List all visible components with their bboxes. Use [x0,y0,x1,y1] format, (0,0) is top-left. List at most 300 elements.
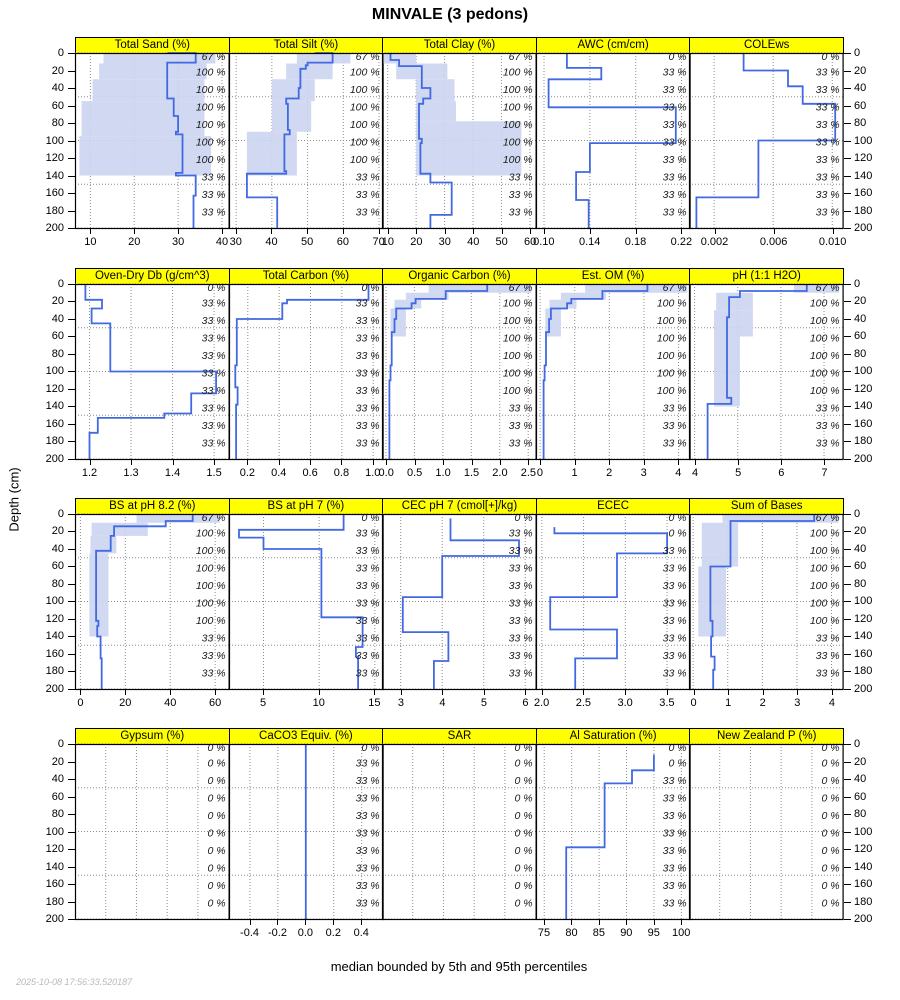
x-tick-mark [214,460,215,465]
y-tick-label-left: 80 [51,808,64,820]
panel-12-plot [229,511,385,690]
contributing-fraction-label: 100 % [810,384,840,397]
x-tick-label: 3 [794,696,801,709]
x-tick-label: 30 [229,236,242,248]
panel-7-plot [229,281,385,460]
y-tick-mark-left [68,744,75,745]
panel-strip: SAR [382,728,537,745]
y-tick-label-left: 20 [51,525,64,537]
y-tick-mark-left [68,849,75,850]
x-tick-mark [178,229,179,234]
x-tick-mark [250,920,251,925]
x-tick-mark [695,460,696,465]
contributing-fraction-label: 100 % [810,527,840,539]
y-tick-mark-right [844,424,851,425]
contributing-fraction-label: 33 % [355,579,380,592]
x-tick-label: 40 [215,236,229,248]
x-tick-label: 4 [691,466,699,479]
y-tick-label-left: 60 [51,99,64,112]
percentile-band [92,522,148,535]
y-tick-label-right: 120 [854,612,873,625]
y-tick-label-left: 180 [45,204,64,217]
y-tick-label-left: 200 [45,452,64,465]
x-tick-mark [388,229,389,234]
y-tick-label-right: 60 [854,790,867,803]
panel-strip: New Zealand P (%) [689,728,844,745]
panel-strip: Organic Carbon (%) [382,268,537,285]
x-tick-label: 3 [640,466,647,479]
contributing-fraction-label: 33 % [662,649,687,662]
contributing-fraction-label: 33 % [355,367,380,379]
x-tick-mark [401,690,402,695]
y-tick-mark-right [844,919,851,920]
contributing-fraction-label: 33 % [662,827,687,840]
y-tick-label-left: 140 [45,400,64,412]
figure-caption: median bounded by 5th and 95th percentiles [330,959,588,974]
panel-8-plot [382,281,538,460]
x-tick-mark [781,460,782,465]
x-tick-mark [528,460,529,465]
x-tick-label: 1.0 [435,466,451,479]
x-tick-label: 2.5 [520,466,537,479]
y-tick-mark-right [844,459,851,460]
y-tick-mark-left [68,779,75,780]
contributing-fraction-label: 0 % [207,880,226,892]
contributing-fraction-label: 33 % [662,154,687,166]
contributing-fraction-label: 33 % [201,171,226,184]
contributing-fraction-label: 100 % [195,101,226,114]
contributing-fraction-label: 33 % [508,527,533,539]
contributing-fraction-label: 33 % [662,880,687,892]
contributing-fraction-label: 33 % [201,402,226,414]
contributing-fraction-label: 0 % [207,281,226,294]
contributing-fraction-label: 0 % [821,742,840,754]
contributing-fraction-label: 33 % [662,119,687,131]
x-tick-mark [305,920,306,925]
y-tick-mark-right [844,797,851,798]
contributing-fraction-label: 33 % [355,880,380,892]
contributing-fraction-label: 67 % [816,511,840,524]
contributing-fraction-label: 33 % [355,419,380,432]
contributing-fraction-label: 100 % [195,614,226,627]
contributing-fraction-label: 0 % [207,827,226,840]
x-tick-label: 0.0 [378,466,394,479]
contributing-fraction-label: 0 % [207,810,226,822]
x-tick-label: 0.10 [533,236,555,248]
contributing-fraction-label: 33 % [201,419,226,432]
contributing-fraction-label: 100 % [195,119,226,131]
x-tick-label: 0.14 [578,236,601,248]
y-tick-label-right: 80 [854,577,867,590]
x-tick-label: 15 [368,696,381,709]
contributing-fraction-label: 33 % [662,101,687,114]
contributing-fraction-label: 100 % [810,332,840,344]
x-tick-label: 20 [128,236,141,248]
contributing-fraction-label: 33 % [508,419,533,432]
y-tick-label-right: 40 [854,312,867,325]
y-tick-label-right: 0 [854,507,861,520]
contributing-fraction-label: 33 % [201,367,226,379]
contributing-fraction-label: 33 % [508,437,533,449]
contributing-fraction-label: 33 % [355,544,380,557]
x-tick-mark [763,690,764,695]
contributing-fraction-label: 33 % [662,136,687,149]
contributing-fraction-label: 33 % [508,402,533,414]
panel-strip: AWC (cm/cm) [536,37,691,54]
y-tick-label-left: 100 [45,365,64,377]
y-tick-mark-left [68,176,75,177]
x-tick-label: 4 [828,696,835,709]
y-tick-label-right: 200 [854,913,873,925]
y-tick-mark-right [844,301,851,302]
panel-6-plot [75,281,231,460]
median-line [697,53,836,228]
contributing-fraction-label: 33 % [355,862,380,875]
y-axis-title: Depth (cm) [6,467,22,532]
x-tick-mark [263,690,264,695]
y-tick-label-left: 160 [45,878,64,890]
y-tick-label-left: 80 [51,347,64,360]
contributing-fraction-label: 0 % [514,775,533,787]
contributing-fraction-label: 33 % [662,667,687,679]
y-tick-label-right: 20 [854,755,867,768]
contributing-fraction-label: 0 % [821,827,840,840]
x-tick-mark [681,920,682,925]
panel-strip: BS at pH 8.2 (%) [75,498,230,515]
contributing-fraction-label: 33 % [662,792,687,805]
contributing-fraction-label: 33 % [508,632,533,644]
contributing-fraction-label: 33 % [508,614,533,627]
contributing-fraction-label: 0 % [668,527,687,539]
y-tick-mark-left [68,158,75,159]
y-tick-label-right: 140 [854,630,873,642]
y-tick-label-left: 0 [57,47,64,59]
y-tick-mark-right [844,779,851,780]
contributing-fraction-label: 33 % [816,206,840,219]
x-tick-label: 4 [439,696,446,709]
y-tick-mark-right [844,549,851,550]
y-tick-label-right: 180 [854,204,873,217]
contributing-fraction-label: 33 % [816,437,840,449]
x-tick-mark [500,460,501,465]
y-tick-label-right: 0 [854,277,861,290]
panel-13-plot [382,511,538,690]
x-tick-label: 5 [735,466,742,479]
y-tick-label-left: 0 [57,507,64,520]
y-tick-label-left: 140 [45,860,64,873]
y-tick-mark-right [844,566,851,567]
x-tick-label: 0.22 [670,236,693,248]
x-tick-mark [173,460,174,465]
y-tick-mark-right [844,389,851,390]
x-tick-mark [379,229,380,234]
contributing-fraction-label: 67 % [201,511,226,524]
x-tick-mark [667,690,668,695]
y-tick-mark-left [68,566,75,567]
x-tick-mark [472,460,473,465]
y-tick-mark-left [68,619,75,620]
timestamp: 2025-10-08 17:56:33.520187 [16,977,133,987]
x-tick-mark [544,920,545,925]
x-tick-label: 95 [647,927,660,939]
y-tick-mark-left [68,441,75,442]
panel-15-plot [689,511,845,690]
contributing-fraction-label: 33 % [355,897,380,910]
x-tick-label: 80 [565,927,578,939]
y-tick-mark-left [68,53,75,54]
contributing-fraction-label: 0 % [821,757,840,770]
y-tick-mark-right [844,849,851,850]
contributing-fraction-label: 0 % [514,511,533,524]
y-tick-mark-right [844,336,851,337]
panel-10-plot [689,281,845,460]
contributing-fraction-label: 33 % [355,632,380,644]
contributing-fraction-label: 33 % [355,667,380,679]
x-tick-label: -0.2 [267,927,287,939]
contributing-fraction-label: 100 % [810,597,840,609]
y-tick-label-left: 60 [51,330,64,342]
y-tick-label-left: 100 [45,134,64,147]
panel-strip: pH (1:1 H2O) [689,268,844,285]
contributing-fraction-label: 100 % [503,349,533,362]
y-tick-mark-left [68,123,75,124]
x-tick-label: -0.4 [240,927,260,939]
x-tick-label: 0.18 [624,236,647,248]
y-tick-label-right: 120 [854,843,873,855]
x-tick-mark [540,460,541,465]
contributing-fraction-label: 33 % [816,136,840,149]
x-tick-label: 1.0 [365,466,381,479]
x-tick-mark [131,460,132,465]
x-tick-mark [279,460,280,465]
y-tick-mark-left [68,514,75,515]
y-tick-label-right: 40 [854,82,867,94]
y-tick-mark-left [68,88,75,89]
y-tick-mark-left [68,902,75,903]
panel-strip: BS at pH 7 (%) [229,498,384,515]
x-tick-label: 0.010 [818,236,847,248]
contributing-fraction-label: 67 % [201,51,226,63]
y-tick-label-left: 200 [45,222,64,234]
x-tick-mark [310,460,311,465]
y-tick-label-right: 100 [854,365,873,377]
x-tick-label: 6 [778,466,785,479]
y-tick-label-right: 120 [854,152,873,164]
contributing-fraction-label: 33 % [662,84,687,96]
panel-14-plot [536,511,692,690]
x-tick-label: 0.006 [759,236,788,248]
contributing-fraction-label: 33 % [355,775,380,787]
contributing-fraction-label: 33 % [662,189,687,201]
contributing-fraction-label: 33 % [355,297,380,309]
contributing-fraction-label: 100 % [349,84,380,96]
y-tick-label-right: 60 [854,330,867,342]
y-tick-mark-right [844,319,851,320]
contributing-fraction-label: 100 % [349,154,380,166]
x-tick-mark [373,460,374,465]
y-tick-label-right: 140 [854,169,873,182]
contributing-fraction-label: 100 % [656,384,687,397]
x-tick-label: 2.0 [533,696,550,709]
x-tick-mark [738,460,739,465]
y-tick-label-right: 20 [854,295,867,307]
panel-5-plot [689,53,845,229]
panel-3-plot [382,53,538,229]
contributing-fraction-label: 100 % [503,84,533,96]
panel-strip: Total Silt (%) [229,37,384,54]
percentile-band [79,136,211,175]
y-tick-mark-right [844,531,851,532]
contributing-fraction-label: 33 % [508,189,533,201]
x-tick-mark [484,690,485,695]
contributing-fraction-label: 33 % [355,810,380,822]
contributing-fraction-label: 33 % [816,667,840,679]
y-tick-mark-right [844,832,851,833]
x-tick-label: 50 [495,236,508,248]
median-line [403,518,519,689]
y-tick-label-left: 0 [57,738,64,750]
y-tick-label-right: 140 [854,860,873,873]
x-tick-mark [590,229,591,234]
y-tick-mark-left [68,354,75,355]
y-tick-mark-right [844,284,851,285]
contributing-fraction-label: 0 % [821,775,840,787]
panel-border [76,745,230,920]
x-tick-label: 60 [209,696,222,709]
y-tick-label-left: 0 [57,277,64,290]
contributing-fraction-label: 67 % [508,281,533,294]
contributing-fraction-label: 0 % [821,845,840,857]
contributing-fraction-label: 33 % [662,632,687,644]
y-tick-mark-left [68,584,75,585]
contributing-fraction-label: 100 % [656,367,687,379]
x-tick-label: 90 [620,927,633,939]
y-tick-label-right: 60 [854,99,867,112]
x-tick-mark [236,229,237,234]
x-tick-mark [445,229,446,234]
contributing-fraction-label: 100 % [810,367,840,379]
y-tick-mark-left [68,336,75,337]
panel-strip: ECEC [536,498,691,515]
contributing-fraction-label: 0 % [514,897,533,910]
panel-strip: CEC pH 7 (cmol[+]/kg) [382,498,537,515]
contributing-fraction-label: 0 % [207,792,226,805]
y-tick-mark-left [68,284,75,285]
contributing-fraction-label: 100 % [503,384,533,397]
panel-18-plot [382,744,538,920]
y-tick-mark-right [844,406,851,407]
y-tick-label-right: 60 [854,560,867,572]
contributing-fraction-label: 33 % [355,527,380,539]
contributing-fraction-label: 33 % [816,66,840,79]
contributing-fraction-label: 33 % [662,579,687,592]
percentile-band [246,132,296,176]
x-tick-label: 1.2 [81,466,98,479]
y-tick-mark-left [68,884,75,885]
x-tick-label: 5 [480,696,487,709]
y-tick-label-left: 180 [45,665,64,677]
x-tick-label: 40 [265,236,278,248]
y-tick-mark-left [68,424,75,425]
x-tick-label: 2.5 [575,696,592,709]
x-tick-label: 0.0 [297,927,314,939]
y-tick-label-right: 200 [854,452,873,465]
contributing-fraction-label: 100 % [656,314,687,327]
x-tick-mark [307,229,308,234]
percentile-band [714,310,753,336]
x-tick-mark [502,229,503,234]
x-tick-mark [80,690,81,695]
x-tick-mark [222,229,223,234]
figure-title: MINVALE (3 pedons) [371,6,529,23]
y-tick-label-right: 160 [854,417,873,430]
y-tick-mark-right [844,689,851,690]
contributing-fraction-label: 33 % [662,544,687,557]
x-tick-label: 1.4 [164,466,181,479]
contributing-fraction-label: 33 % [816,84,840,96]
x-tick-mark [636,229,637,234]
x-tick-mark [415,460,416,465]
contributing-fraction-label: 100 % [195,544,226,557]
y-tick-mark-left [68,654,75,655]
contributing-fraction-label: 0 % [207,897,226,910]
contributing-fraction-label: 33 % [816,419,840,432]
panel-strip: Est. OM (%) [536,268,691,285]
contributing-fraction-label: 100 % [195,66,226,79]
y-tick-mark-right [844,601,851,602]
x-tick-label: 60 [523,236,537,248]
contributing-fraction-label: 33 % [201,437,226,449]
contributing-fraction-label: 100 % [810,314,840,327]
contributing-fraction-label: 0 % [514,757,533,770]
contributing-fraction-label: 0 % [821,51,840,63]
y-tick-mark-left [68,531,75,532]
contributing-fraction-label: 33 % [662,419,687,432]
panel-16-plot [75,744,231,920]
contributing-fraction-label: 33 % [355,757,380,770]
contributing-fraction-label: 33 % [355,314,380,327]
contributing-fraction-label: 33 % [662,775,687,787]
x-tick-label: 100 [671,927,691,939]
x-tick-mark [694,690,695,695]
y-tick-label-left: 140 [45,169,64,182]
x-tick-mark [341,460,342,465]
contributing-fraction-label: 100 % [195,562,226,574]
contributing-fraction-label: 33 % [355,402,380,414]
contributing-fraction-label: 0 % [668,757,687,770]
contributing-fraction-label: 33 % [508,544,533,557]
panel-1-plot [75,53,231,229]
x-tick-mark [215,690,216,695]
contributing-fraction-label: 33 % [662,810,687,822]
y-tick-label-left: 100 [45,595,64,607]
x-tick-mark [678,460,679,465]
y-tick-mark-right [844,762,851,763]
contributing-fraction-label: 33 % [201,384,226,397]
y-tick-label-right: 180 [854,435,873,447]
contributing-fraction-label: 33 % [816,119,840,131]
contributing-fraction-label: 33 % [662,437,687,449]
contributing-fraction-label: 33 % [508,171,533,184]
y-tick-mark-left [68,832,75,833]
x-tick-mark [386,460,387,465]
y-tick-label-left: 20 [51,64,64,77]
y-tick-mark-right [844,744,851,745]
x-tick-label: 1 [725,696,732,709]
panel-strip: CaCO3 Equiv. (%) [229,728,384,745]
contributing-fraction-label: 100 % [810,562,840,574]
x-tick-label: 70 [372,236,385,248]
